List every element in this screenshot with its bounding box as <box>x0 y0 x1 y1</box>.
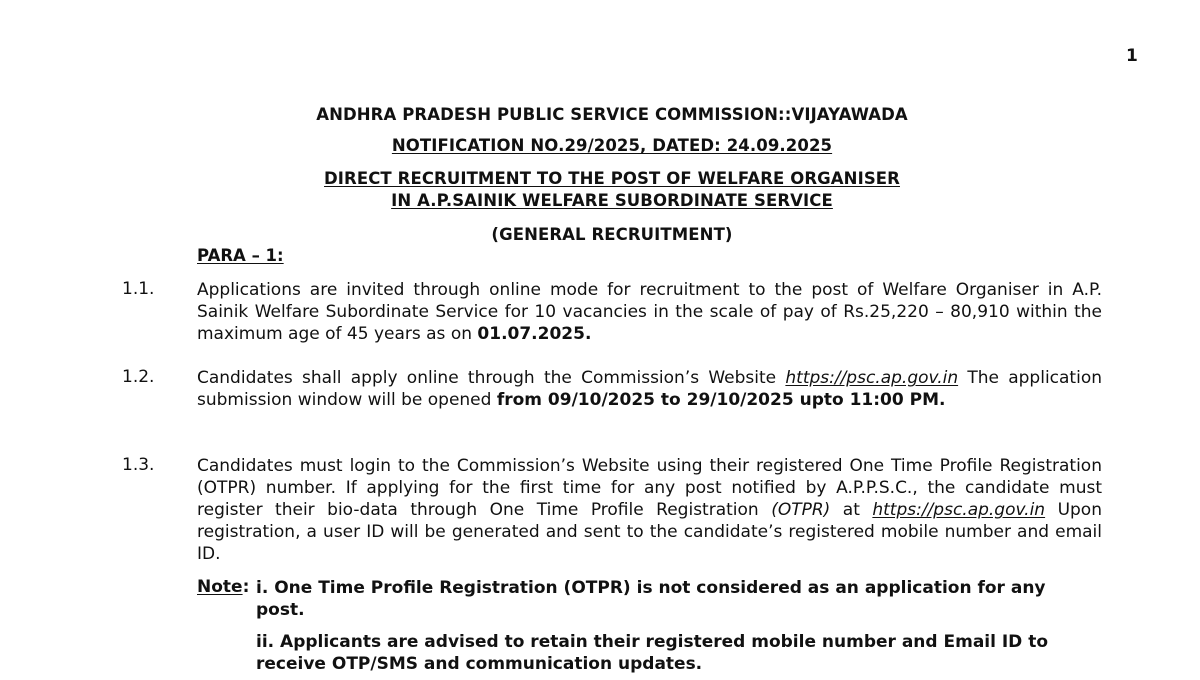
application-window-dates: from 09/10/2025 to 29/10/2025 upto 11:00 PM. <box>496 390 946 410</box>
website-link-2[interactable]: https://psc.ap.gov.in <box>872 500 1046 520</box>
note-item-1: i. One Time Profile Registration (OTPR) is not considered as an application for any post. <box>256 578 1046 620</box>
notification-heading: NOTIFICATION NO.29/2025, DATED: 24.09.2025 <box>391 136 833 155</box>
paragraph-1-2 <box>197 367 1102 411</box>
paragraph-1-1 <box>197 279 1102 345</box>
paragraph-1-3-text: Candidates must login to the Commission’s Website using their registered One Time Profile Registration (OTPR) number. If applying for the first time for any post notified by A.P.P.S.C., the candidate must register their bio-data through One Time Profile Registration <box>197 456 1102 520</box>
note-item-2: ii. Applicants are advised to retain their registered mobile number and Email ID to receive OTP/SMS and communication updates. <box>256 632 1049 674</box>
item-number-1-1: 1.1. <box>122 279 155 299</box>
paragraph-1-3-text-c: Upon registration, a user ID will be generated and sent to the candidate’s registered mobile number and email ID. <box>197 500 1102 564</box>
website-link[interactable]: https://psc.ap.gov.in <box>785 368 959 388</box>
paragraph-1-3-text-b: at <box>830 500 873 520</box>
para-title: PARA – 1: <box>197 246 284 265</box>
paragraph-1-1-text: Applications are invited through online mode for recruitment to the post of Welfare Organiser in A.P. Sainik Welfare Subordinate Service for 10 vacancies in the scale of pay of Rs.25,220 – 80,910 within the maximum age of 45 years as on <box>197 280 1102 344</box>
post-title-line-1: DIRECT RECRUITMENT TO THE POST OF WELFARE ORGANISER <box>324 169 900 188</box>
note-label-separator: : <box>242 577 250 597</box>
note-label-text: Note <box>197 577 243 597</box>
commission-heading: ANDHRA PRADESH PUBLIC SERVICE COMMISSION::VIJAYAWADA <box>316 105 908 124</box>
note-label <box>197 577 249 597</box>
paragraph-1-2-text: Candidates shall apply online through the Commission’s Website <box>197 368 786 388</box>
otpr-abbreviation: (OTPR) <box>771 500 831 520</box>
item-number-1-3: 1.3. <box>122 455 155 475</box>
recruitment-type: (GENERAL RECRUITMENT) <box>491 225 733 244</box>
paragraph-1-3 <box>197 455 1102 565</box>
paragraph-1-1-date: 01.07.2025. <box>477 324 592 344</box>
post-title-line-2: IN A.P.SAINIK WELFARE SUBORDINATE SERVICE <box>391 191 833 210</box>
item-number-1-2: 1.2. <box>122 367 155 387</box>
page-number: 1 <box>1126 46 1138 66</box>
paragraph-1-2-text-b: The application submission window will be opened <box>197 368 1102 410</box>
